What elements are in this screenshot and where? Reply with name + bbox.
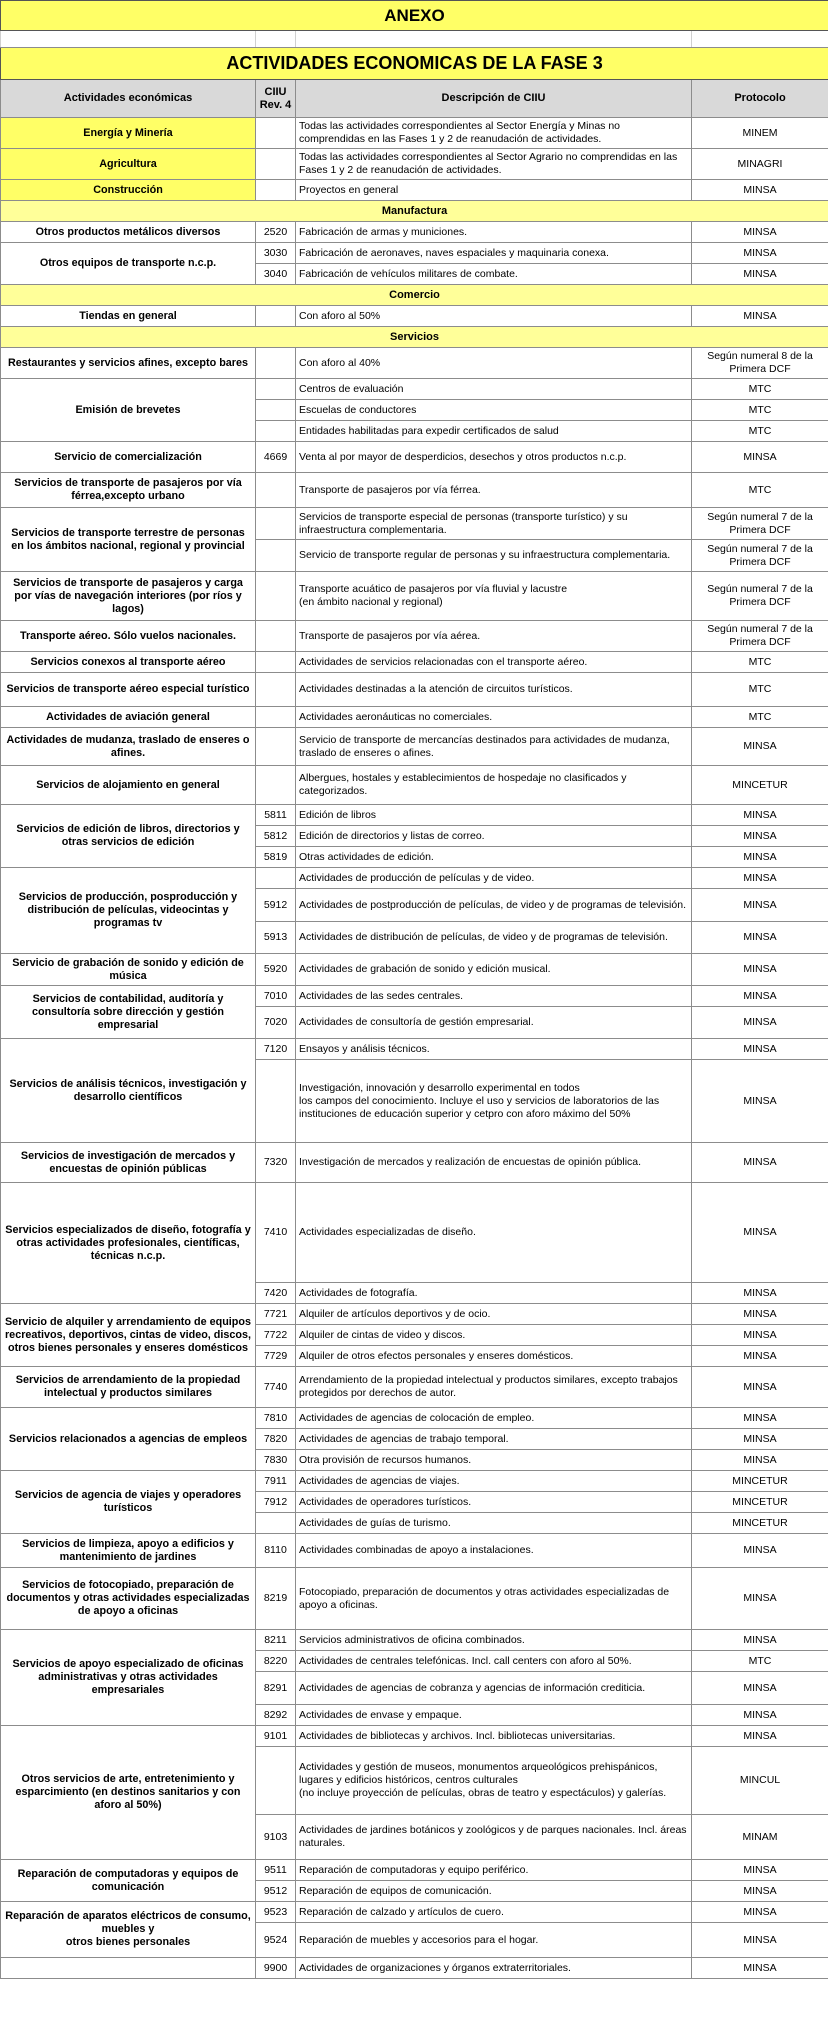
table-row — [1, 149, 828, 180]
ciiu-cell — [256, 1513, 296, 1534]
protocol-cell: Según numeral 7 de la Primera DCF — [692, 621, 828, 652]
activity-cell: Servicios de transporte de pasajeros por vía férrea,excepto urbano — [1, 473, 256, 508]
ciiu-cell: 9103 — [256, 1815, 296, 1860]
description-cell: Centros de evaluación — [296, 379, 692, 400]
section-row — [1, 327, 828, 348]
description-cell: Actividades de centrales telefónicas. Incl. call centers con aforo al 50%. — [296, 1651, 692, 1672]
ciiu-cell: 7722 — [256, 1325, 296, 1346]
ciiu-cell — [256, 1747, 296, 1815]
description-cell: Actividades combinadas de apoyo a instalaciones. — [296, 1534, 692, 1568]
protocol-cell: Según numeral 7 de la Primera DCF — [692, 572, 828, 621]
table-row — [1, 1183, 828, 1283]
table-row — [1, 1143, 828, 1183]
table-row — [1, 243, 828, 264]
protocol-cell: Según numeral 7 de la Primera DCF — [692, 540, 828, 572]
description-cell: Arrendamiento de la propiedad intelectual y productos similares, excepto trabajos protegidos por derechos de autor. — [296, 1367, 692, 1408]
description-cell: Otra provisión de recursos humanos. — [296, 1450, 692, 1471]
description-cell: Actividades de consultoría de gestión empresarial. — [296, 1007, 692, 1039]
description-cell: Actividades de organizaciones y órganos extraterritoriales. — [296, 1958, 692, 1979]
description-cell: Actividades de las sedes centrales. — [296, 986, 692, 1007]
table-row — [1, 1630, 828, 1651]
description-cell: Actividades de agencias de trabajo temporal. — [296, 1429, 692, 1450]
section-row — [1, 285, 828, 306]
ciiu-cell: 7729 — [256, 1346, 296, 1367]
protocol-cell: Según numeral 7 de la Primera DCF — [692, 508, 828, 540]
protocol-cell: MINSA — [692, 826, 828, 847]
protocol-cell: MINSA — [692, 222, 828, 243]
description-cell: Otras actividades de edición. — [296, 847, 692, 868]
ciiu-cell: 8219 — [256, 1568, 296, 1630]
page-title: ANEXO — [1, 1, 828, 31]
header-description: Descripción de CIIU — [296, 80, 692, 118]
description-cell: Proyectos en general — [296, 180, 692, 201]
ciiu-cell — [256, 508, 296, 540]
description-cell: Actividades de jardines botánicos y zoológicos y de parques nacionales. Incl. áreas naturales. — [296, 1815, 692, 1860]
protocol-cell: MINSA — [692, 1534, 828, 1568]
ciiu-cell: 9900 — [256, 1958, 296, 1979]
protocol-cell: MINSA — [692, 1568, 828, 1630]
protocol-cell: MTC — [692, 473, 828, 508]
protocol-cell: MINCETUR — [692, 1471, 828, 1492]
description-cell: Edición de libros — [296, 805, 692, 826]
activity-cell: Servicios de apoyo especializado de oficinas administrativas y otras actividades empresariales — [1, 1630, 256, 1726]
ciiu-cell: 7911 — [256, 1471, 296, 1492]
protocol-cell: MINSA — [692, 954, 828, 986]
description-cell: Actividades de operadores turísticos. — [296, 1492, 692, 1513]
ciiu-cell: 3040 — [256, 264, 296, 285]
description-cell: Actividades de agencias de colocación de empleo. — [296, 1408, 692, 1429]
description-cell: Ensayos y análisis técnicos. — [296, 1039, 692, 1060]
ciiu-cell — [256, 118, 296, 149]
table-row — [1, 986, 828, 1007]
ciiu-cell: 3030 — [256, 243, 296, 264]
protocol-cell: MINSA — [692, 1039, 828, 1060]
ciiu-cell: 7410 — [256, 1183, 296, 1283]
ciiu-cell: 5819 — [256, 847, 296, 868]
page-subtitle: ACTIVIDADES ECONOMICAS DE LA FASE 3 — [1, 48, 828, 80]
ciiu-cell — [256, 652, 296, 673]
description-cell: Investigación, innovación y desarrollo experimental en todos los campos del conocimiento. Incluye el uso y servicios de laboratorios de las instituciones de educación superior y cetpro con aforo máximo del 50% — [296, 1060, 692, 1143]
table-row — [1, 1860, 828, 1881]
protocol-cell: MINSA — [692, 1346, 828, 1367]
protocol-cell: MINSA — [692, 1923, 828, 1958]
table-row — [1, 180, 828, 201]
table-row — [1, 379, 828, 400]
description-cell: Transporte de pasajeros por vía aérea. — [296, 621, 692, 652]
table-row — [1, 954, 828, 986]
ciiu-cell: 8291 — [256, 1672, 296, 1705]
ciiu-cell: 8110 — [256, 1534, 296, 1568]
table-row — [1, 473, 828, 508]
table-row — [1, 1568, 828, 1630]
description-cell: Servicio de transporte regular de personas y su infraestructura complementaria. — [296, 540, 692, 572]
activity-cell: Servicios de agencia de viajes y operadores turísticos — [1, 1471, 256, 1534]
protocol-cell: MINSA — [692, 1958, 828, 1979]
ciiu-cell — [256, 306, 296, 327]
description-cell: Transporte acuático de pasajeros por vía fluvial y lacustre (en ámbito nacional y regional) — [296, 572, 692, 621]
protocol-cell: MINSA — [692, 264, 828, 285]
ciiu-cell — [256, 673, 296, 707]
description-cell: Todas las actividades correspondientes al Sector Agrario no comprendidas en las Fases 1 y 2 de reanudación de actividades. — [296, 149, 692, 180]
table-row — [1, 118, 828, 149]
description-cell: Actividades de postproducción de películas, de video y de programas de televisión. — [296, 889, 692, 922]
description-cell: Alquiler de otros efectos personales y enseres domésticos. — [296, 1346, 692, 1367]
table-row — [1, 1367, 828, 1408]
table-row — [1, 621, 828, 652]
protocol-cell: MINCUL — [692, 1747, 828, 1815]
description-cell: Actividades de distribución de películas, de video y de programas de televisión. — [296, 922, 692, 954]
description-cell: Alquiler de cintas de video y discos. — [296, 1325, 692, 1346]
activity-cell: Emisión de brevetes — [1, 379, 256, 442]
activity-cell: Actividades de mudanza, traslado de enseres o afines. — [1, 728, 256, 766]
protocol-cell: MINSA — [692, 1630, 828, 1651]
description-cell: Reparación de calzado y artículos de cuero. — [296, 1902, 692, 1923]
activity-cell: Servicios relacionados a agencias de empleos — [1, 1408, 256, 1471]
description-cell: Fabricación de vehículos militares de combate. — [296, 264, 692, 285]
protocol-cell: MINCETUR — [692, 766, 828, 805]
subtitle-row — [1, 48, 828, 80]
description-cell: Actividades de fotografía. — [296, 1283, 692, 1304]
ciiu-cell — [256, 728, 296, 766]
description-cell: Fotocopiado, preparación de documentos y otras actividades especializadas de apoyo a oficinas. — [296, 1568, 692, 1630]
activity-cell: Construcción — [1, 180, 256, 201]
protocol-cell: MINSA — [692, 805, 828, 826]
table-row — [1, 673, 828, 707]
ciiu-cell: 7010 — [256, 986, 296, 1007]
description-cell: Actividades de grabación de sonido y edición musical. — [296, 954, 692, 986]
protocol-cell: MTC — [692, 707, 828, 728]
ciiu-cell: 5920 — [256, 954, 296, 986]
ciiu-cell — [256, 473, 296, 508]
description-cell: Servicios de transporte especial de personas (transporte turístico) y su infraestructura complementaria. — [296, 508, 692, 540]
ciiu-cell — [256, 400, 296, 421]
table-row — [1, 1902, 828, 1923]
activity-cell: Servicios conexos al transporte aéreo — [1, 652, 256, 673]
protocol-cell: MINSA — [692, 1408, 828, 1429]
description-cell: Escuelas de conductores — [296, 400, 692, 421]
activity-cell: Servicio de grabación de sonido y edición de música — [1, 954, 256, 986]
description-cell: Fabricación de aeronaves, naves espaciales y maquinaria conexa. — [296, 243, 692, 264]
activity-cell: Servicio de comercialización — [1, 442, 256, 473]
description-cell: Reparación de computadoras y equipo periférico. — [296, 1860, 692, 1881]
table-row — [1, 1726, 828, 1747]
ciiu-cell: 8292 — [256, 1705, 296, 1726]
activity-cell: Servicio de alquiler y arrendamiento de equipos recreativos, deportivos, cintas de video, discos, otros bienes personales y enseres domésticos — [1, 1304, 256, 1367]
protocol-cell: MINSA — [692, 1429, 828, 1450]
protocol-cell: MTC — [692, 673, 828, 707]
table-row — [1, 306, 828, 327]
ciiu-cell: 5913 — [256, 922, 296, 954]
ciiu-cell — [256, 379, 296, 400]
activity-cell: Agricultura — [1, 149, 256, 180]
description-cell: Actividades de servicios relacionadas con el transporte aéreo. — [296, 652, 692, 673]
protocol-cell: MINAM — [692, 1815, 828, 1860]
protocol-cell: MTC — [692, 400, 828, 421]
protocol-cell: MINSA — [692, 1304, 828, 1325]
protocol-cell: MINSA — [692, 868, 828, 889]
ciiu-cell: 9524 — [256, 1923, 296, 1958]
description-cell: Servicios administrativos de oficina combinados. — [296, 1630, 692, 1651]
ciiu-cell: 8211 — [256, 1630, 296, 1651]
table-row — [1, 1304, 828, 1325]
protocol-cell: MINSA — [692, 728, 828, 766]
protocol-cell: MINSA — [692, 986, 828, 1007]
table-row — [1, 1471, 828, 1492]
activity-cell: Restaurantes y servicios afines, excepto bares — [1, 348, 256, 379]
header-activity: Actividades económicas — [1, 80, 256, 118]
table-row — [1, 868, 828, 889]
activity-cell: Servicios de producción, posproducción y distribución de películas, videocintas y programas tv — [1, 868, 256, 954]
description-cell: Alquiler de artículos deportivos y de ocio. — [296, 1304, 692, 1325]
activity-cell: Actividades de aviación general — [1, 707, 256, 728]
description-cell: Venta al por mayor de desperdicios, desechos y otros productos n.c.p. — [296, 442, 692, 473]
protocol-cell: MTC — [692, 421, 828, 442]
ciiu-cell — [256, 572, 296, 621]
description-cell: Reparación de muebles y accesorios para el hogar. — [296, 1923, 692, 1958]
activity-cell: Reparación de aparatos eléctricos de consumo, muebles y otros bienes personales — [1, 1902, 256, 1958]
description-cell: Fabricación de armas y municiones. — [296, 222, 692, 243]
description-cell: Con aforo al 40% — [296, 348, 692, 379]
ciiu-cell — [256, 1060, 296, 1143]
section-row — [1, 201, 828, 222]
protocol-cell: MINSA — [692, 1860, 828, 1881]
ciiu-cell: 5912 — [256, 889, 296, 922]
activity-cell: Otros productos metálicos diversos — [1, 222, 256, 243]
ciiu-cell: 2520 — [256, 222, 296, 243]
protocol-cell: MTC — [692, 379, 828, 400]
ciiu-cell — [256, 180, 296, 201]
protocol-cell: MINSA — [692, 889, 828, 922]
protocol-cell: MINSA — [692, 1283, 828, 1304]
description-cell: Actividades destinadas a la atención de circuitos turísticos. — [296, 673, 692, 707]
description-cell: Actividades aeronáuticas no comerciales. — [296, 707, 692, 728]
protocol-cell: MINAGRI — [692, 149, 828, 180]
ciiu-cell — [256, 540, 296, 572]
ciiu-cell: 7820 — [256, 1429, 296, 1450]
activity-cell: Servicios de fotocopiado, preparación de documentos y otras actividades especializadas de apoyo a oficinas — [1, 1568, 256, 1630]
activity-cell: Servicios de análisis técnicos, investigación y desarrollo científicos — [1, 1039, 256, 1143]
ciiu-cell — [256, 348, 296, 379]
description-cell: Edición de directorios y listas de correo. — [296, 826, 692, 847]
activity-cell: Servicios de investigación de mercados y encuestas de opinión públicas — [1, 1143, 256, 1183]
table-row — [1, 222, 828, 243]
protocol-cell: MINSA — [692, 306, 828, 327]
activity-cell: Servicios de contabilidad, auditoría y consultoría sobre dirección y gestión empresarial — [1, 986, 256, 1039]
ciiu-cell: 7912 — [256, 1492, 296, 1513]
protocol-cell: MINSA — [692, 1367, 828, 1408]
header-ciiu: CIIU Rev. 4 — [256, 80, 296, 118]
table-row — [1, 442, 828, 473]
description-cell: Actividades de agencias de viajes. — [296, 1471, 692, 1492]
protocol-cell: MINCETUR — [692, 1492, 828, 1513]
activity-cell: Tiendas en general — [1, 306, 256, 327]
ciiu-cell: 9523 — [256, 1902, 296, 1923]
table-row — [1, 652, 828, 673]
description-cell: Todas las actividades correspondientes al Sector Energía y Minas no comprendidas en las Fases 1 y 2 de reanudación de actividades. — [296, 118, 692, 149]
protocol-cell: MINSA — [692, 243, 828, 264]
activity-cell: Otros servicios de arte, entretenimiento y esparcimiento (en destinos sanitarios y con aforo al 50%) — [1, 1726, 256, 1860]
protocol-cell: MINSA — [692, 922, 828, 954]
ciiu-cell — [256, 621, 296, 652]
protocol-cell: MINSA — [692, 1902, 828, 1923]
ciiu-cell: 7721 — [256, 1304, 296, 1325]
protocol-cell: MINSA — [692, 1325, 828, 1346]
ciiu-cell: 4669 — [256, 442, 296, 473]
section-label: Servicios — [1, 327, 828, 348]
activity-cell — [1, 1958, 256, 1979]
annex-table-body — [1, 1, 828, 1979]
section-label: Manufactura — [1, 201, 828, 222]
protocol-cell: MINSA — [692, 1143, 828, 1183]
ciiu-cell: 7830 — [256, 1450, 296, 1471]
protocol-cell: MINSA — [692, 1672, 828, 1705]
description-cell: Transporte de pasajeros por vía férrea. — [296, 473, 692, 508]
description-cell: Actividades de guías de turismo. — [296, 1513, 692, 1534]
ciiu-cell — [256, 707, 296, 728]
table-row — [1, 508, 828, 540]
activity-cell: Servicios especializados de diseño, fotografía y otras actividades profesionales, científicas, técnicas n.c.p. — [1, 1183, 256, 1304]
protocol-cell: MTC — [692, 1651, 828, 1672]
ciiu-cell — [256, 868, 296, 889]
description-cell: Investigación de mercados y realización de encuestas de opinión pública. — [296, 1143, 692, 1183]
activity-cell: Servicios de alojamiento en general — [1, 766, 256, 805]
title-row — [1, 1, 828, 31]
description-cell: Con aforo al 50% — [296, 306, 692, 327]
protocol-cell: MINSA — [692, 1183, 828, 1283]
description-cell: Actividades y gestión de museos, monumentos arqueológicos prehispánicos, lugares y edificios históricos, centros culturales (no incluye proyección de películas, obras de teatro y espectáculos) y galerías. — [296, 1747, 692, 1815]
ciiu-cell: 8220 — [256, 1651, 296, 1672]
protocol-cell: MINSA — [692, 847, 828, 868]
ciiu-cell: 5812 — [256, 826, 296, 847]
description-cell: Reparación de equipos de comunicación. — [296, 1881, 692, 1902]
description-cell: Actividades de producción de películas y de video. — [296, 868, 692, 889]
ciiu-cell: 7810 — [256, 1408, 296, 1429]
description-cell: Actividades de agencias de cobranza y agencias de información crediticia. — [296, 1672, 692, 1705]
protocol-cell: MINSA — [692, 1726, 828, 1747]
activity-cell: Servicios de limpieza, apoyo a edificios y mantenimiento de jardines — [1, 1534, 256, 1568]
activity-cell: Servicios de transporte de pasajeros y carga por vías de navegación interiores (por ríos y lagos) — [1, 572, 256, 621]
activity-cell: Servicios de edición de libros, directorios y otras servicios de edición — [1, 805, 256, 868]
description-cell: Actividades de envase y empaque. — [296, 1705, 692, 1726]
table-row — [1, 1408, 828, 1429]
table-row — [1, 1958, 828, 1979]
table-row — [1, 728, 828, 766]
header-protocol: Protocolo — [692, 80, 828, 118]
protocol-cell: Según numeral 8 de la Primera DCF — [692, 348, 828, 379]
ciiu-cell: 7120 — [256, 1039, 296, 1060]
table-row — [1, 1039, 828, 1060]
protocol-cell: MINSA — [692, 1705, 828, 1726]
ciiu-cell — [256, 149, 296, 180]
table-row — [1, 766, 828, 805]
ciiu-cell — [256, 766, 296, 805]
table-row — [1, 572, 828, 621]
section-label: Comercio — [1, 285, 828, 306]
activity-cell: Servicios de transporte terrestre de personas en los ámbitos nacional, regional y provincial — [1, 508, 256, 572]
ciiu-cell — [256, 421, 296, 442]
protocol-cell: MINEM — [692, 118, 828, 149]
protocol-cell: MINSA — [692, 442, 828, 473]
description-cell: Actividades de bibliotecas y archivos. Incl. bibliotecas universitarias. — [296, 1726, 692, 1747]
protocol-cell: MTC — [692, 652, 828, 673]
table-row — [1, 707, 828, 728]
table-row — [1, 1534, 828, 1568]
activity-cell: Transporte aéreo. Sólo vuelos nacionales. — [1, 621, 256, 652]
protocol-cell: MINSA — [692, 1450, 828, 1471]
header-row — [1, 80, 828, 118]
spacer-row — [1, 31, 828, 48]
description-cell: Servicio de transporte de mercancías destinados para actividades de mudanza, traslado de enseres o afines. — [296, 728, 692, 766]
description-cell: Actividades especializadas de diseño. — [296, 1183, 692, 1283]
protocol-cell: MINSA — [692, 1007, 828, 1039]
ciiu-cell: 9512 — [256, 1881, 296, 1902]
activity-cell: Otros equipos de transporte n.c.p. — [1, 243, 256, 285]
activity-cell: Reparación de computadoras y equipos de comunicación — [1, 1860, 256, 1902]
activity-cell: Servicios de transporte aéreo especial turístico — [1, 673, 256, 707]
ciiu-cell: 7740 — [256, 1367, 296, 1408]
ciiu-cell: 7020 — [256, 1007, 296, 1039]
ciiu-cell: 5811 — [256, 805, 296, 826]
protocol-cell: MINSA — [692, 1060, 828, 1143]
protocol-cell: MINSA — [692, 1881, 828, 1902]
protocol-cell: MINSA — [692, 180, 828, 201]
description-cell: Entidades habilitadas para expedir certificados de salud — [296, 421, 692, 442]
protocol-cell: MINCETUR — [692, 1513, 828, 1534]
ciiu-cell: 9101 — [256, 1726, 296, 1747]
activity-cell: Servicios de arrendamiento de la propiedad intelectual y productos similares — [1, 1367, 256, 1408]
table-row — [1, 805, 828, 826]
activity-cell: Energía y Minería — [1, 118, 256, 149]
ciiu-cell: 9511 — [256, 1860, 296, 1881]
table-row — [1, 348, 828, 379]
description-cell: Albergues, hostales y establecimientos de hospedaje no clasificados y categorizados. — [296, 766, 692, 805]
ciiu-cell: 7320 — [256, 1143, 296, 1183]
ciiu-cell: 7420 — [256, 1283, 296, 1304]
